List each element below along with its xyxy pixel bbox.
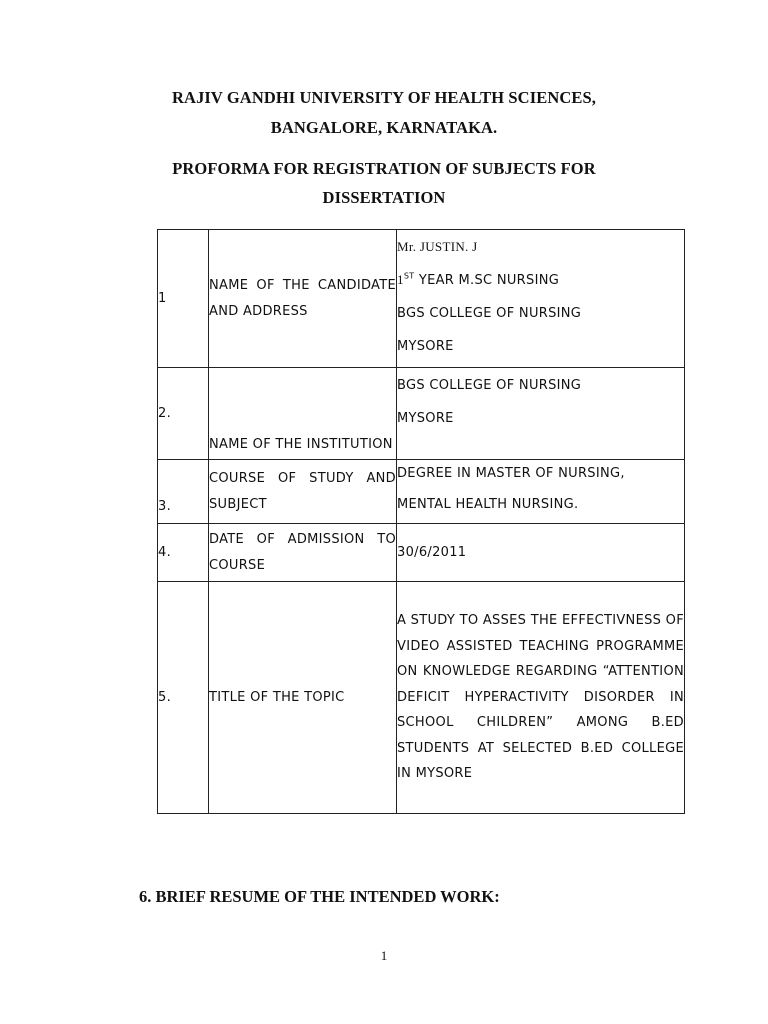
proforma-table: [157, 229, 685, 814]
row-label: COURSE OF STUDY AND SUBJECT: [209, 460, 397, 524]
institution-city: MYSORE: [397, 411, 454, 426]
row-label: NAME OF THE CANDIDATE AND ADDRESS: [209, 230, 397, 368]
row-number: 2.: [158, 368, 209, 460]
candidate-year: [397, 260, 684, 301]
year-number: 1: [397, 272, 404, 287]
table-row: [158, 582, 685, 814]
row-value: [397, 460, 685, 524]
row-number: 4.: [158, 524, 209, 582]
year-ordinal: ST: [403, 271, 415, 281]
row-label: DATE OF ADMISSION TO COURSE: [209, 524, 397, 582]
row-value: 30/6/2011: [397, 524, 685, 582]
section-heading: 6. BRIEF RESUME OF THE INTENDED WORK:: [139, 887, 500, 906]
proforma-title-line-2: DISSERTATION: [322, 188, 446, 207]
row-number: 5.: [158, 582, 209, 814]
row-number: 3.: [158, 460, 209, 524]
candidate-college: BGS COLLEGE OF NURSING: [397, 306, 582, 321]
row-value: [397, 230, 685, 368]
topic-title: A STUDY TO ASSES THE EFFECTIVNESS OF VIDEO ASSISTED TEACHING PROGRAMME ON KNOWLEDGE REGARDING “ATTENTION DEFICIT HYPERACTIVITY DISORDER IN SCHOOL CHILDREN” AMONG B.ED STUDENTS AT SELECTED B.ED COLLEGE IN MYSORE: [397, 582, 685, 814]
page-number: 1: [380, 948, 388, 963]
university-location: BANGALORE, KARNATAKA.: [270, 118, 498, 137]
candidate-name: Mr. JUSTIN. J: [397, 239, 478, 254]
course-degree: DEGREE IN MASTER OF NURSING,: [397, 466, 625, 481]
row-value: [397, 368, 685, 460]
row-label: NAME OF THE INSTITUTION: [209, 368, 397, 460]
university-title: RAJIV GANDHI UNIVERSITY OF HEALTH SCIENCES,: [172, 88, 596, 107]
year-course: YEAR M.SC NURSING: [414, 273, 560, 288]
row-label: TITLE OF THE TOPIC: [209, 582, 397, 814]
row-number: 1: [158, 230, 209, 368]
table-row: [158, 460, 685, 524]
table-row: [158, 524, 685, 582]
proforma-title-line-1: PROFORMA FOR REGISTRATION OF SUBJECTS FOR: [172, 159, 596, 178]
table-row: [158, 230, 685, 368]
institution-name: BGS COLLEGE OF NURSING: [397, 378, 582, 393]
table-row: [158, 368, 685, 460]
course-subject: MENTAL HEALTH NURSING.: [397, 497, 579, 512]
candidate-city: MYSORE: [397, 339, 454, 354]
